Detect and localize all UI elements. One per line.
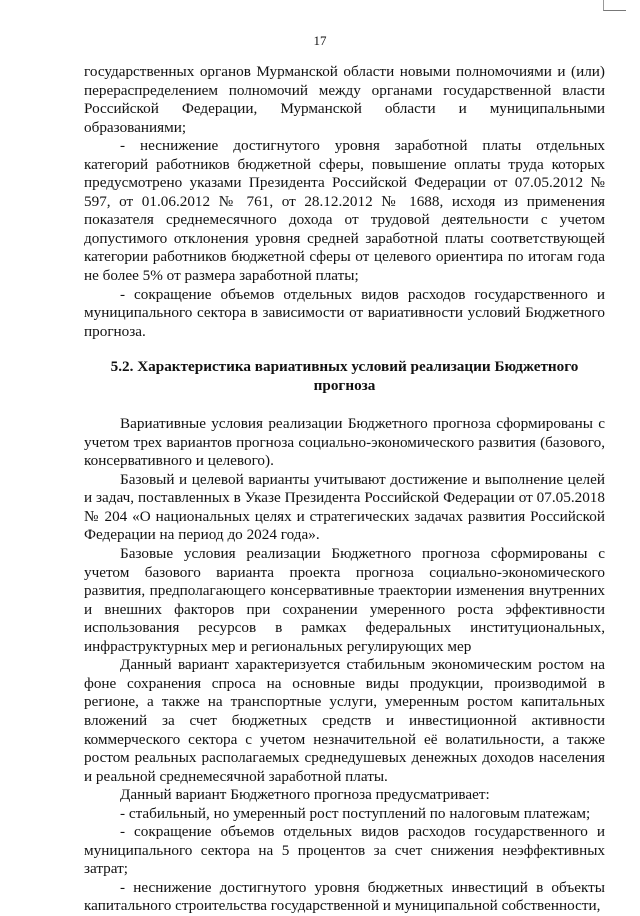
paragraph-continuation: государственных органов Мурманской области новыми полномочиями и (или) перераспределением полномочий между органами государственной власти Российской Федерации, Мурманской области и муниципальными образованиями;	[84, 63, 605, 136]
document-body	[84, 63, 605, 916]
list-item-investments: - неснижение достигнутого уровня бюджетных инвестиций в объекты капитального строительства государственной и муниципальной собственности,	[84, 878, 605, 915]
paragraph-variants: Вариативные условия реализации Бюджетного прогноза сформированы с учетом трех вариантов прогноза социально-экономического развития (базового, консервативного и целевого).	[84, 415, 605, 470]
list-item-expenses: - сокращение объемов отдельных видов расходов государственного и муниципального сектора в зависимости от вариативности условий Бюджетного прогноза.	[84, 285, 605, 340]
section-heading: 5.2. Характеристика вариативных условий реализации Бюджетного прогноза	[110, 358, 579, 395]
list-item-salary: - неснижение достигнутого уровня заработной платы отдельных категорий работников бюджетной сферы, повышение оплаты труда которых предусмотрено указами Президента Российской Федерации от 07.05.2012 № 597, от 01.06.2012 № 761, от 28.12.2012 № 1688, исходя из применения показателя среднемесячного дохода от трудовой деятельности с учетом допустимого отклонения уровня средней заработной платы соответствующей категории работников бюджетной сферы от целевого ориентира по итогам года не более 5% от размера заработной платы;	[84, 137, 605, 285]
page-number: 17	[313, 33, 327, 48]
paragraph-provisions-intro: Данный вариант Бюджетного прогноза предусматривает:	[120, 786, 490, 804]
list-item-cost-reduction: - сокращение объемов отдельных видов расходов государственного и муниципального сектора на 5 процентов за счет снижения неэффективных затрат;	[84, 823, 605, 878]
paragraph-base-target: Базовый и целевой варианты учитывают достижение и выполнение целей и задач, поставленных в Указе Президента Российской Федерации от 07.05.2018 № 204 «О национальных целях и стратегических задачах развития Российской Федерации на период до 2024 года».	[84, 470, 605, 544]
paragraph-variant-description: Данный вариант характеризуется стабильным экономическим ростом на фоне сохранения спроса на основные виды продукции, производимой в регионе, а также на транспортные услуги, умеренным ростом капитальных вложений за счет бюджетных средств и инвестиционной активности коммерческого сектора с учетом незначительной её волатильности, а также ростом реальных располагаемых среднедушевых денежных доходов населения и реальной среднемесячной заработной платы.	[84, 656, 605, 785]
corner-mark	[603, 0, 626, 11]
list-item-tax-growth: - стабильный, но умеренный рост поступлений по налоговым платежам;	[120, 804, 591, 822]
paragraph-base-conditions: Базовые условия реализации Бюджетного прогноза сформированы с учетом базового варианта проекта прогноза социально-экономического развития, предполагающего консервативные траектории изменения внутренних и внешних факторов при сохранении умеренного роста эффективности использования ресурсов в рамках федеральных институциональных, инфраструктурных мер и региональных регулирующих мер	[84, 545, 605, 655]
